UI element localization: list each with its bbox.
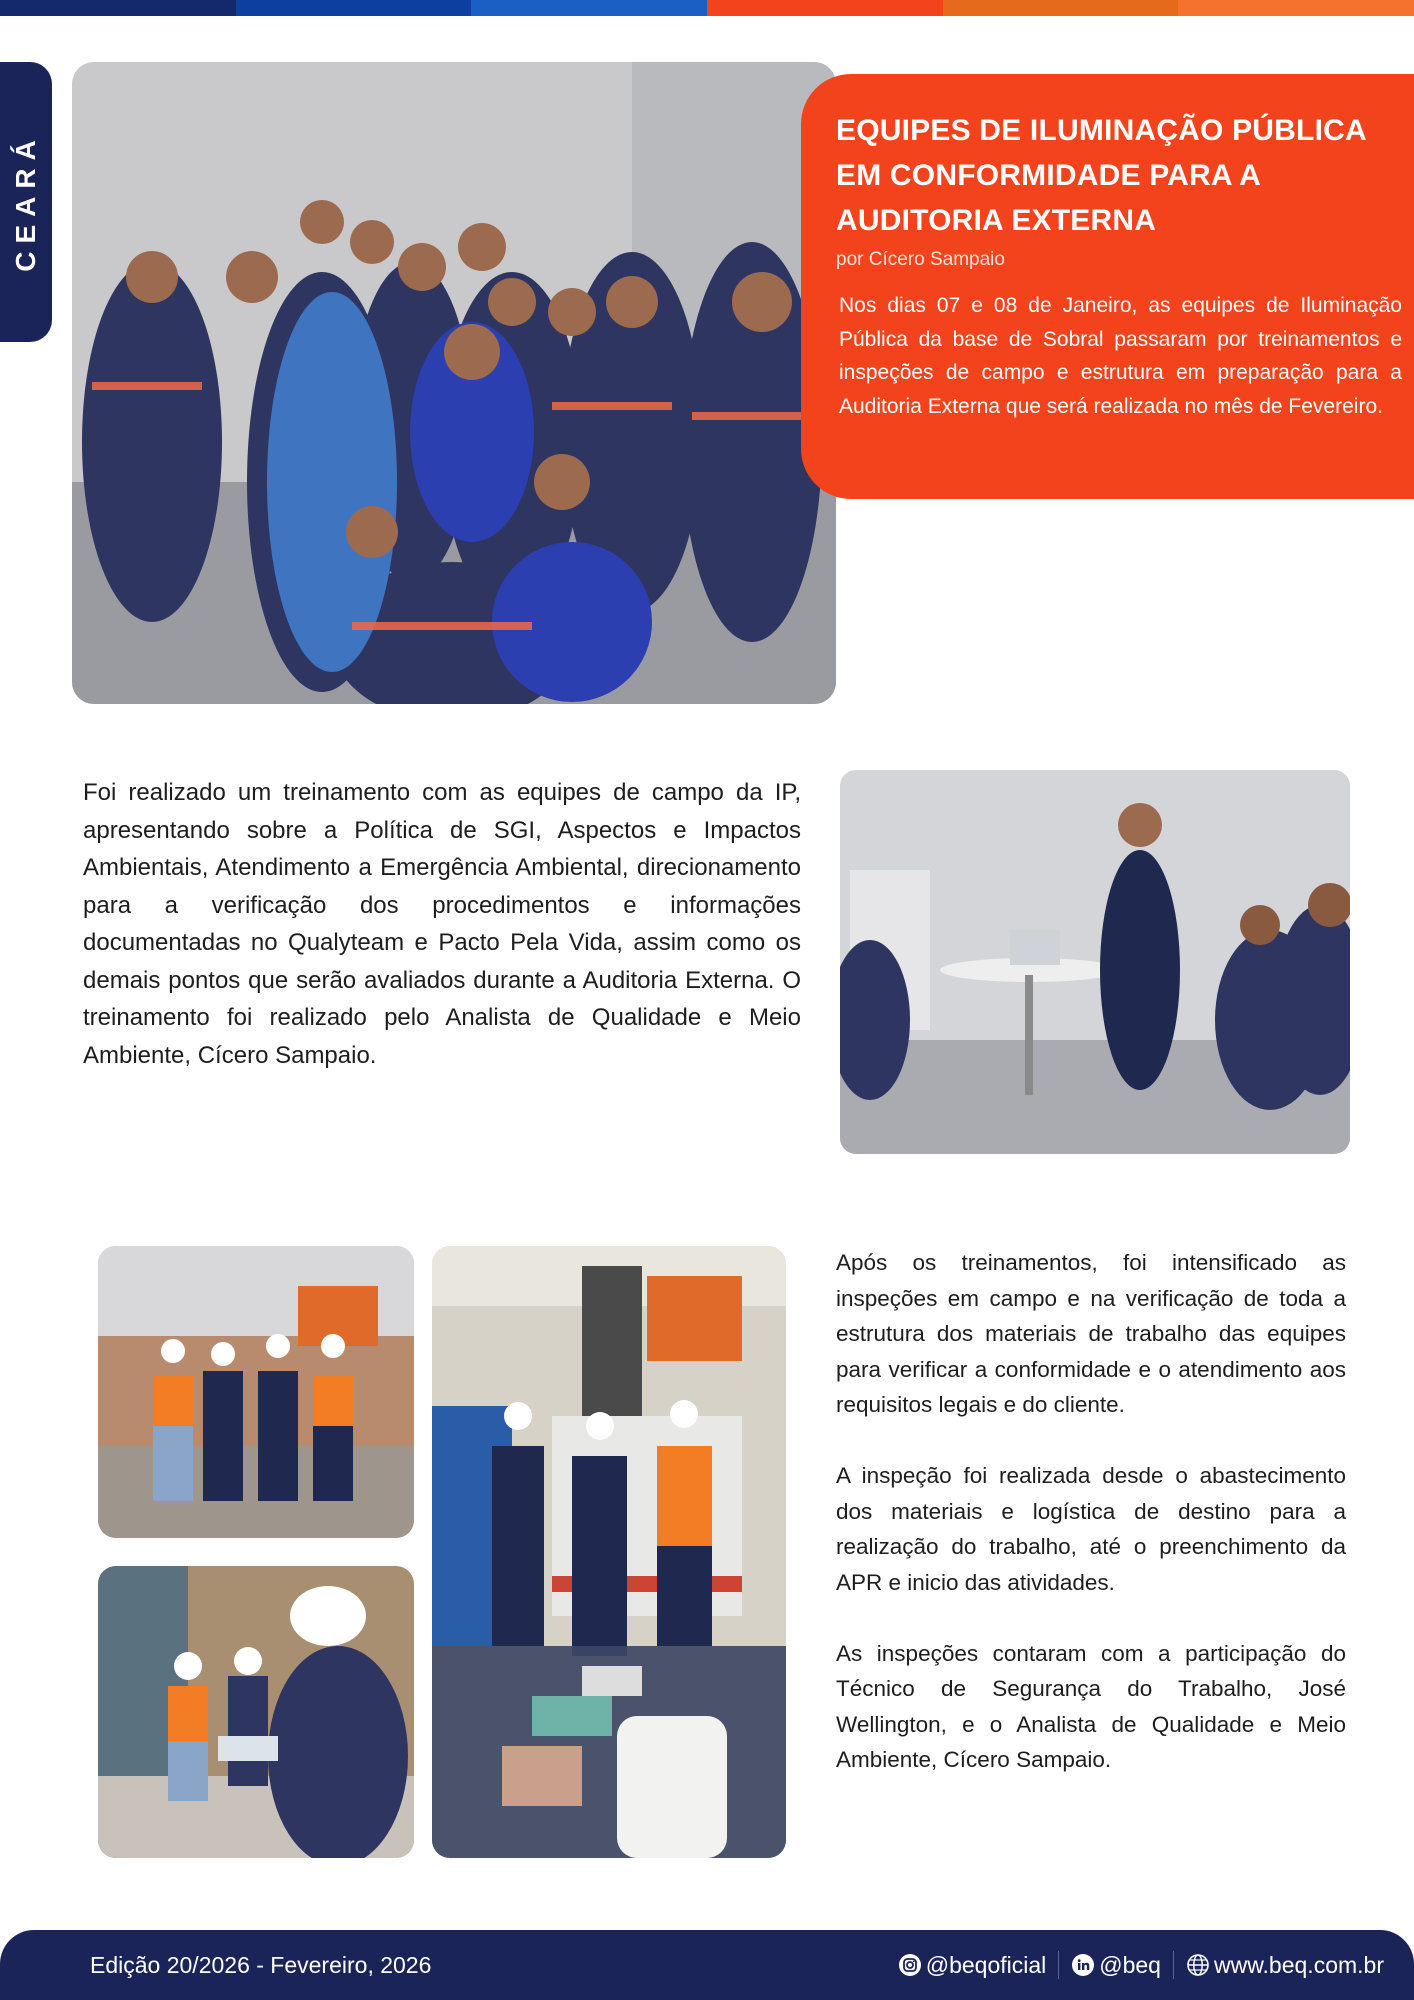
article-byline: por Cícero Sampaio (836, 249, 1005, 270)
divider (1173, 1951, 1174, 1979)
divider (1058, 1951, 1059, 1979)
inspection-photo-truck (432, 1246, 786, 1858)
region-label: CEARÁ (10, 132, 41, 272)
article-title: EQUIPES DE ILUMINAÇÃO PÚBLICA EM CONFORMIDADE PARA A AUDITORIA EXTERNA (836, 114, 1366, 237)
color-segment (471, 0, 707, 16)
training-photo (840, 770, 1350, 1154)
article-intro: Nos dias 07 e 08 de Janeiro, as equipes de Iluminação Pública da base de Sobral passaram por treinamentos e inspeções de campo e estrutura em preparação para a Auditoria Externa que será realizada no mês de Fevereiro. (839, 294, 1402, 418)
color-segment (0, 0, 236, 16)
instagram-handle: @beqoficial (925, 1951, 1047, 1978)
instagram-icon (898, 1953, 922, 1977)
footer (0, 1930, 1414, 2000)
website-url: www.beq.com.br (1213, 1951, 1384, 1978)
edition-label: Edição 20/2026 - Fevereiro, 2026 (90, 1951, 432, 1978)
inspection-paragraph: A inspeção foi realizada desde o abastecimento dos materiais e logística de destino para a realização do trabalho, até o preenchimento da APR e inicio das atividades. (836, 1463, 1346, 1595)
top-color-bar (0, 0, 1414, 16)
social-links (898, 1951, 1384, 1979)
color-segment (943, 0, 1179, 16)
team-group-photo (72, 62, 836, 704)
inspection-paragraph: As inspeções contaram com a participação do Técnico de Segurança do Trabalho, José Wellington, e o Analista de Qualidade e Meio Ambiente, Cícero Sampaio. (836, 1640, 1346, 1772)
inspection-paragraph: Após os treinamentos, foi intensificado as inspeções em campo e na verificação de toda a estrutura dos materiais de trabalho das equipes para verificar a conformidade e o atendimento aos requisitos legais e do cliente. (836, 1250, 1346, 1417)
training-paragraph: Foi realizado um treinamento com as equipes de campo da IP, apresentando sobre a Política de SGI, Aspectos e Impactos Ambientais, Atendimento a Emergência Ambiental, direcionamento para a verificação dos procedimentos e informações documentadas no Qualyteam e Pacto Pela Vida, assim como os demais pontos que serão avaliados durante a Auditoria Externa. O treinamento foi realizado pelo Analista de Qualidade e Meio Ambiente, Cícero Sampaio. (83, 779, 801, 1069)
inspection-photo-yard (98, 1566, 414, 1858)
color-segment (707, 0, 943, 16)
training-text (83, 774, 801, 1074)
color-segment (1178, 0, 1414, 16)
inspection-photo-street (98, 1246, 414, 1538)
inspection-text (836, 1245, 1346, 1813)
region-side-tab (0, 62, 52, 342)
website-link[interactable] (1186, 1952, 1384, 1979)
headline-panel (801, 74, 1414, 499)
linkedin-link[interactable] (1071, 1952, 1161, 1979)
color-segment (236, 0, 472, 16)
instagram-link[interactable] (898, 1952, 1047, 1979)
globe-icon (1186, 1953, 1210, 1977)
linkedin-handle: @beq (1099, 1951, 1161, 1978)
linkedin-icon (1071, 1953, 1095, 1977)
